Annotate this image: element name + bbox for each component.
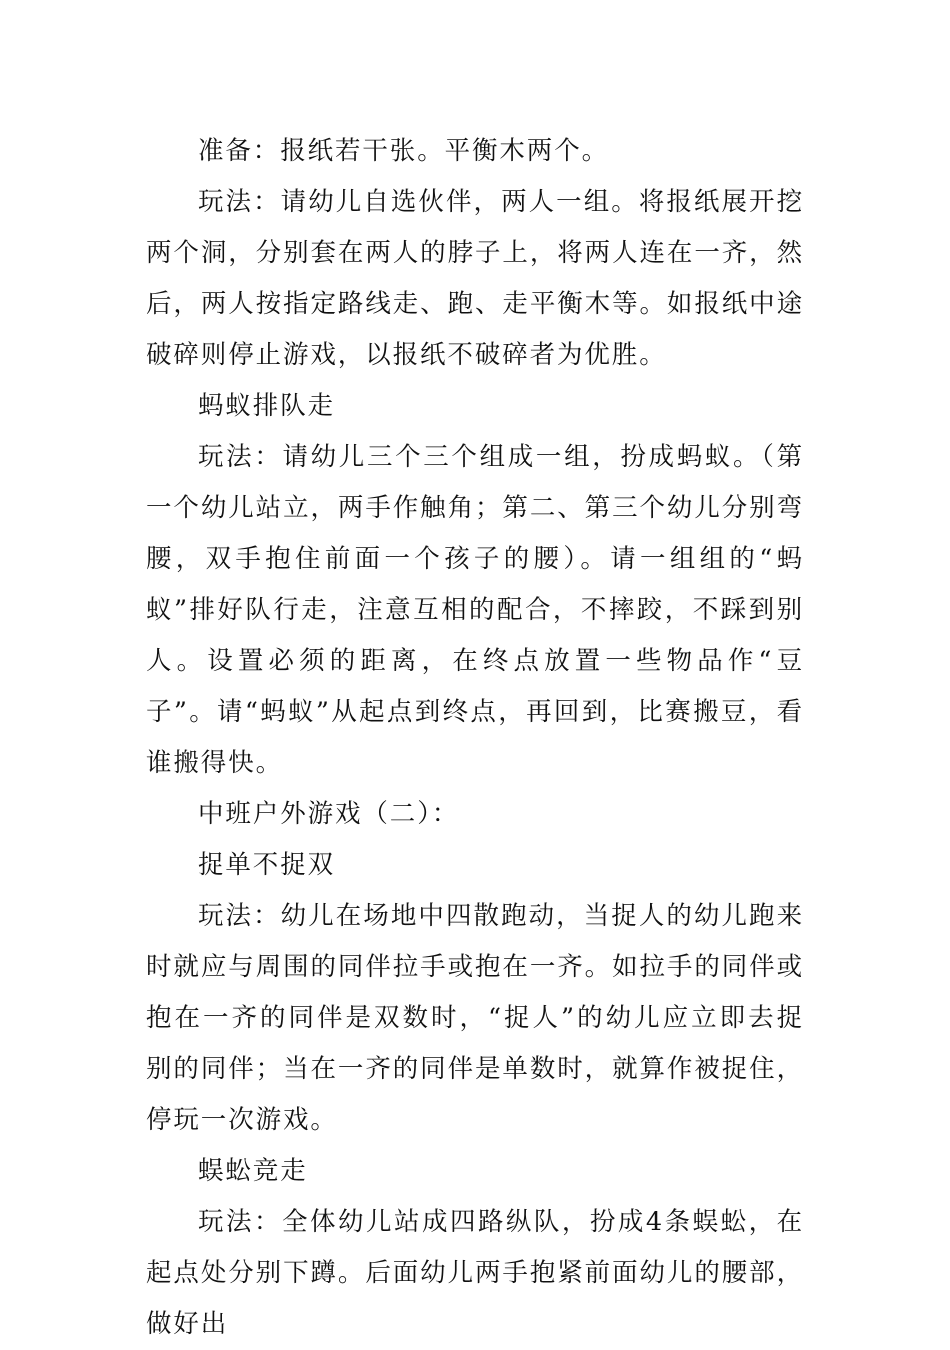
heading-middle-class-outdoor-games-2: 中班户外游戏（二）： bbox=[198, 799, 460, 829]
document-page bbox=[146, 126, 804, 1350]
paragraph-preparation: 准备：报纸若干张。平衡木两个。 bbox=[198, 136, 610, 166]
paragraph-newspaper-game-rules: 玩法：请幼儿自选伙伴，两人一组。将报纸展开挖两个洞，分别套在两人的脖子上，将两人连在一齐，然后，两人按指定路线走、跑、走平衡木等。如报纸中途破碎则停止游戏，以报纸不破碎者为优胜。 bbox=[146, 187, 804, 370]
paragraph-centipede-game-rules: 玩法：全体幼儿站成四路纵队，扮成4条蜈蚣，在起点处分别下蹲。后面幼儿两手抱紧前面幼儿的腰部，做好出 bbox=[146, 1207, 804, 1339]
paragraph-ant-game-rules: 玩法：请幼儿三个三个组成一组，扮成蚂蚁。（第一个幼儿站立，两手作触角；第二、第三个幼儿分别弯腰，双手抱住前面一个孩子的腰）。请一组组的“蚂蚁”排好队行走，注意互相的配合，不摔跤，不踩到别人。设置必须的距离，在终点放置一些物品作“豆子”。请“蚂蚁”从起点到终点，再回到，比赛搬豆，看谁搬得快。 bbox=[146, 442, 804, 778]
paragraph-catch-game-rules: 玩法：幼儿在场地中四散跑动，当捉人的幼儿跑来时就应与周围的同伴拉手或抱在一齐。如拉手的同伴或抱在一齐的同伴是双数时，“捉人”的幼儿应立即去捉别的同伴；当在一齐的同伴是单数时，就算作被捉住，停玩一次游戏。 bbox=[146, 901, 804, 1135]
heading-catch-odd-not-even: 捉单不捉双 bbox=[198, 850, 336, 880]
heading-centipede-race: 蜈蚣竞走 bbox=[198, 1156, 308, 1186]
heading-ant-line-walk: 蚂蚁排队走 bbox=[198, 391, 336, 421]
